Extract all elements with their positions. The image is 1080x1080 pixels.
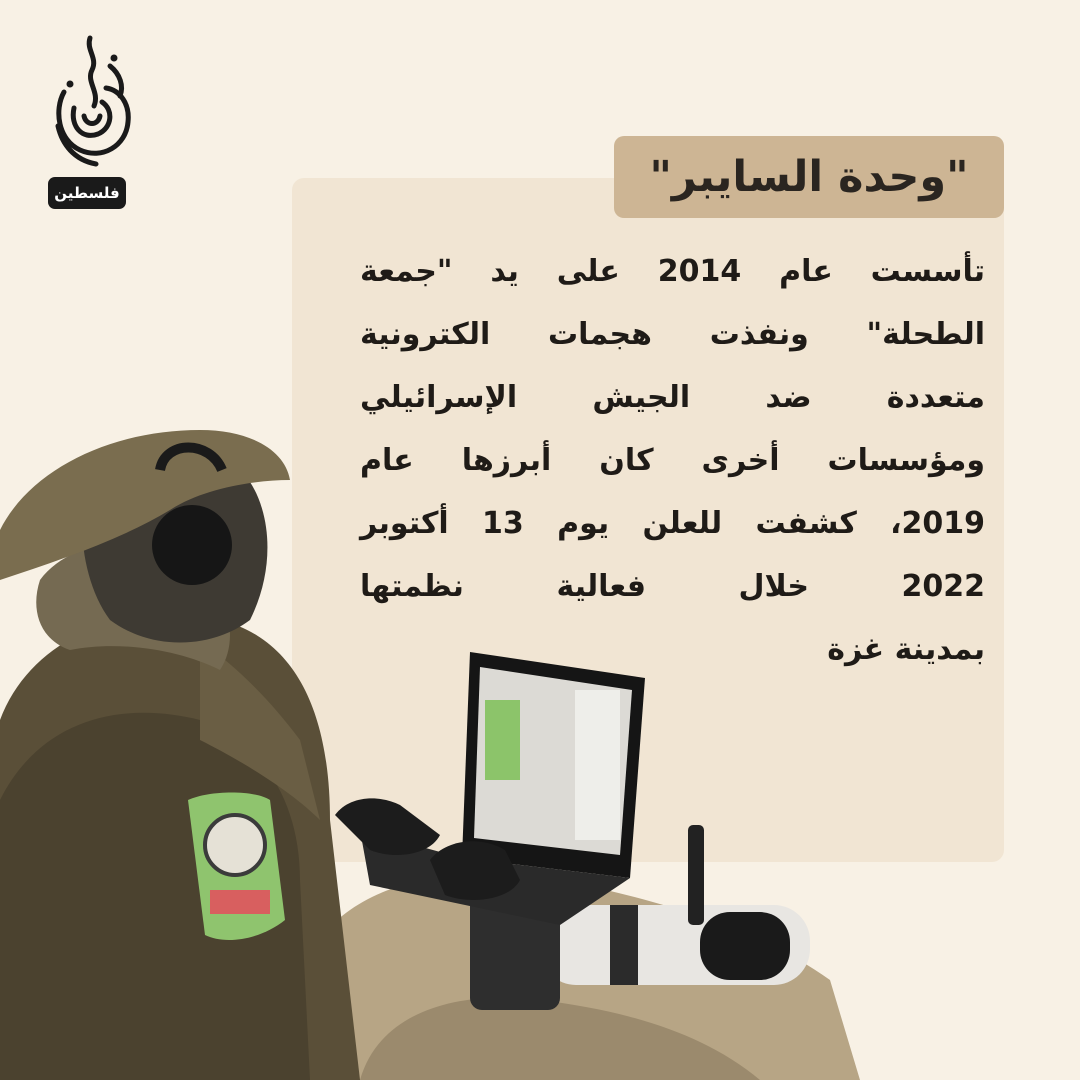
body-line: الطحلة" ونفذت هجمات الكترونية [360,317,985,352]
logo-badge-label: فلسطين [54,184,120,202]
page-title: "وحدة السايبر" [649,152,969,202]
body-line: ومؤسسات أخرى كان أبرزها عام [360,443,985,478]
body-line: تأسست عام 2014 على يد "جمعة [360,254,985,289]
body-line: 2022 خلال فعالية نظمتها [360,569,985,604]
body-line: بمدينة غزة [827,632,985,667]
body-line: 2019، كشفت للعلن يوم 13 أكتوبر [360,506,986,541]
body-line: متعددة ضد الجيش الإسرائيلي [360,380,985,415]
